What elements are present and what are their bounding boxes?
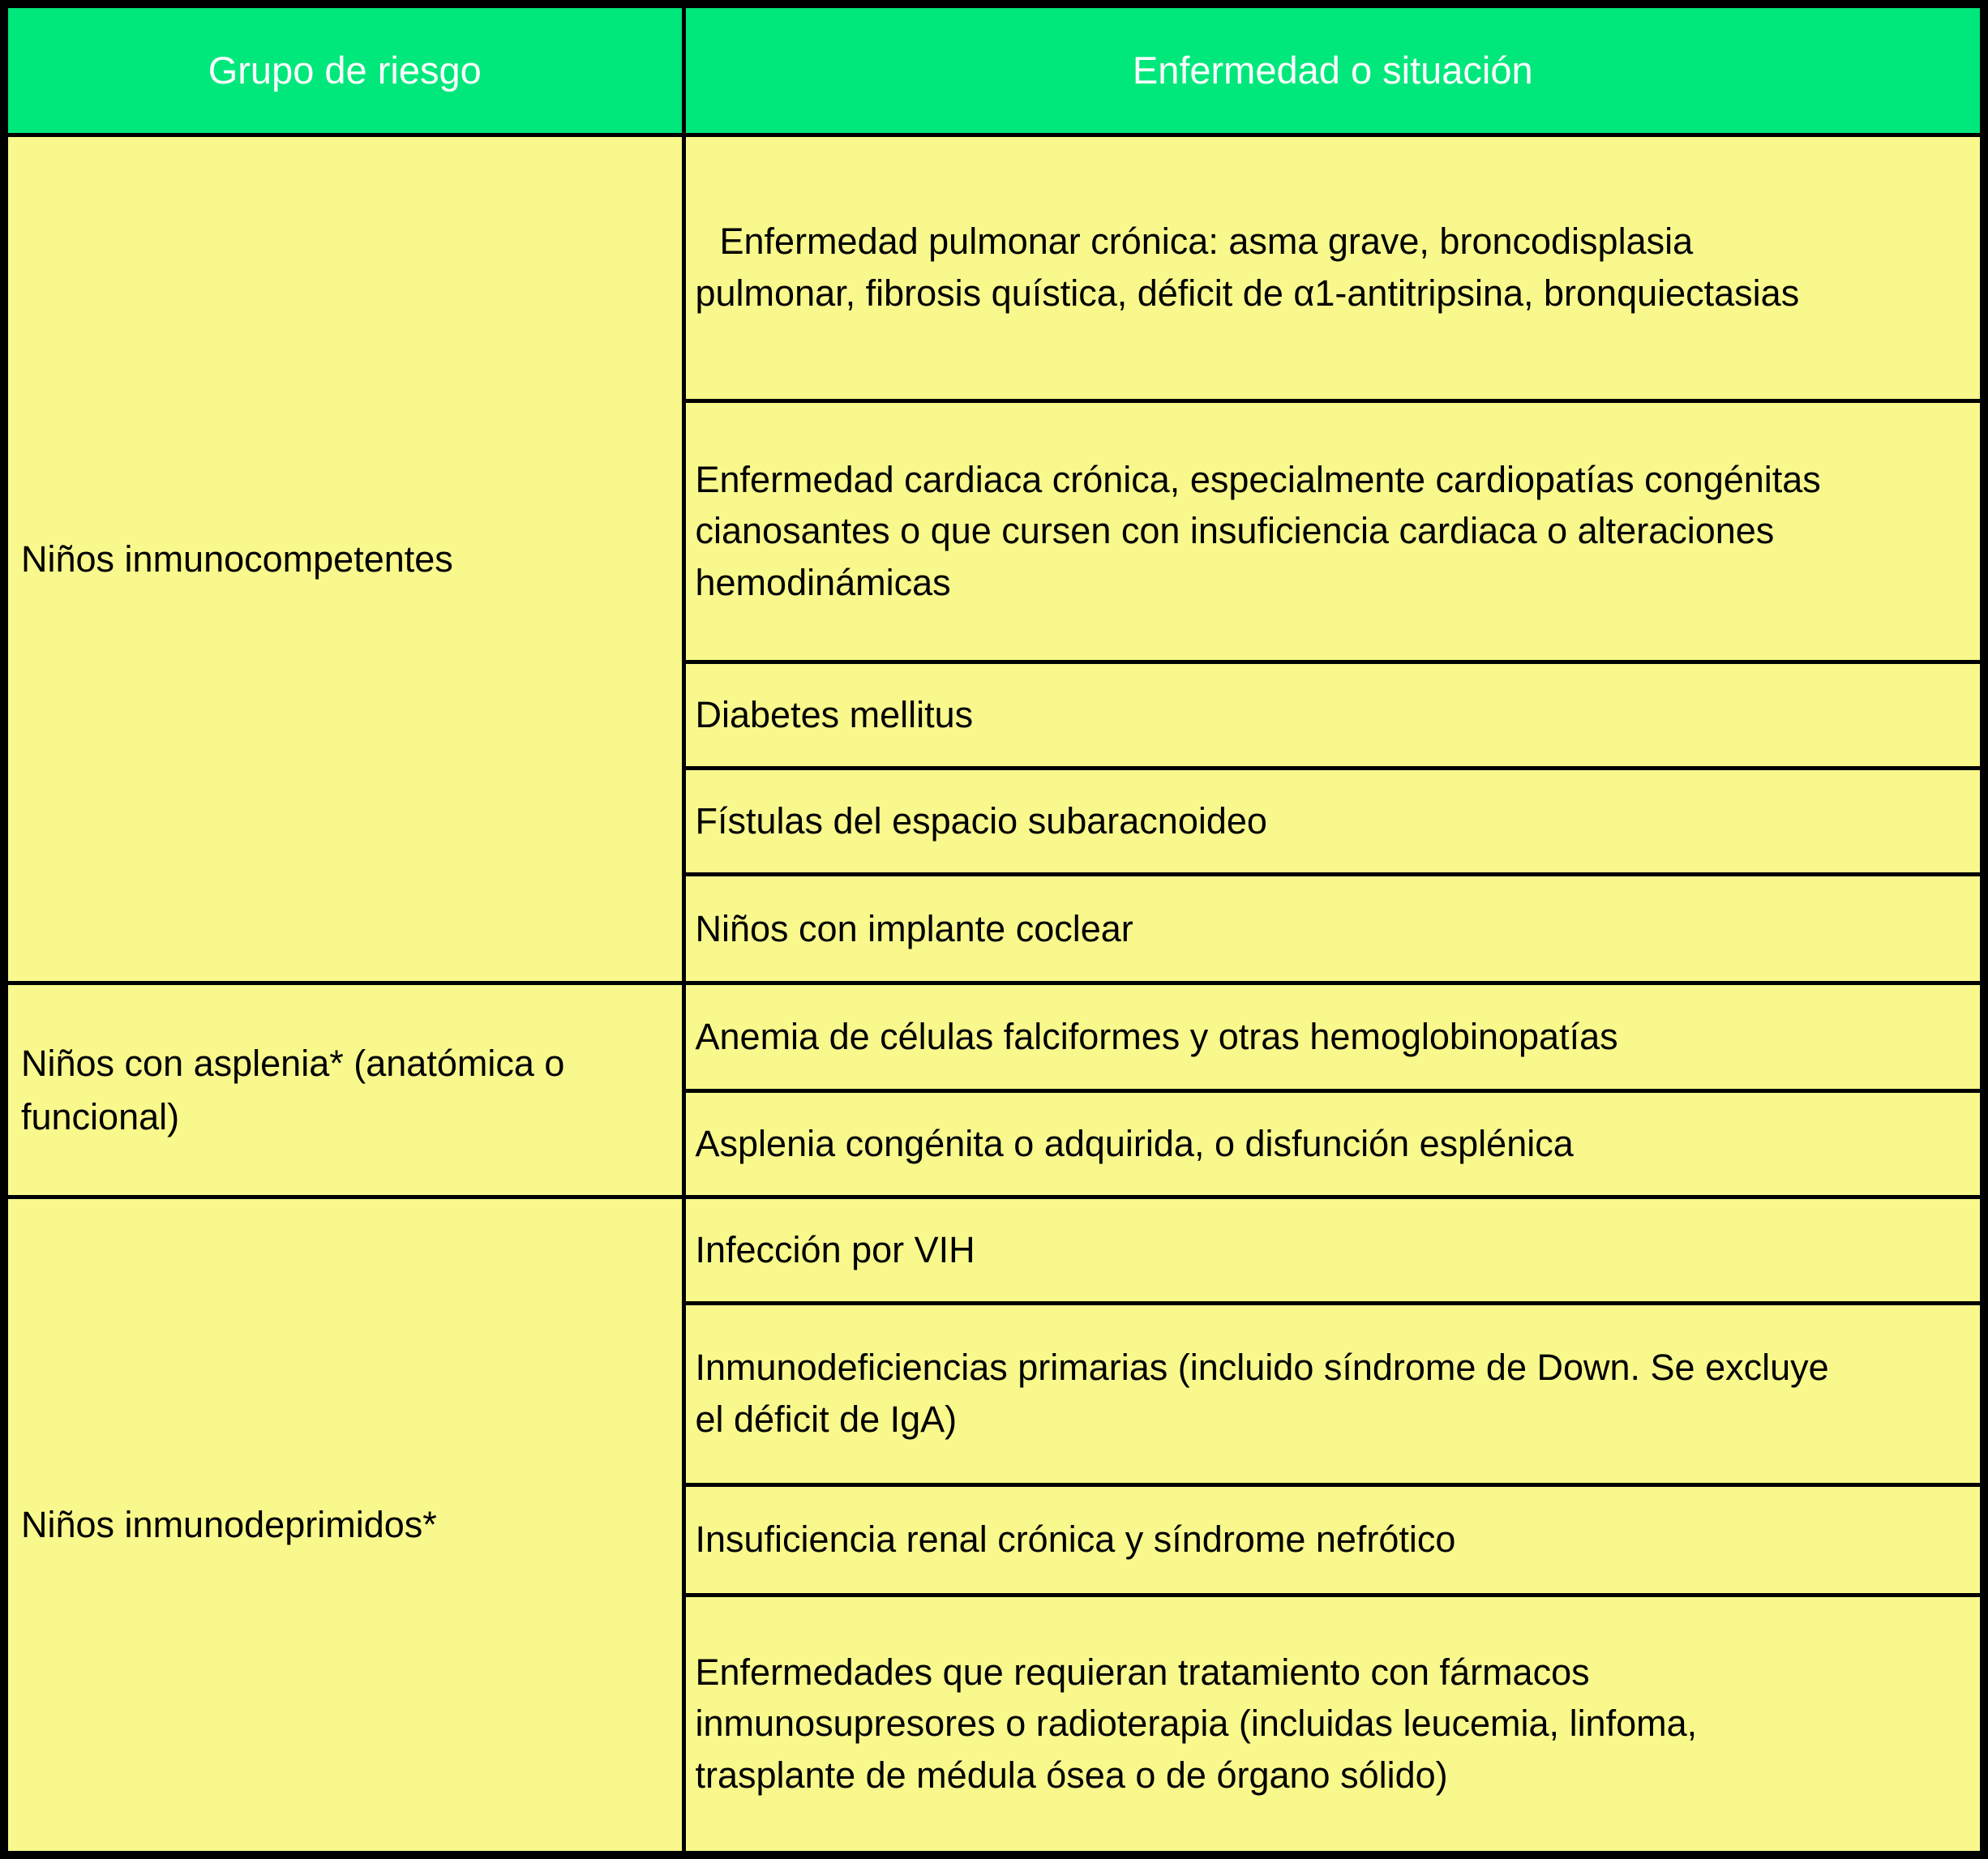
column-header-enfermedad-o-situacion: Enfermedad o situación xyxy=(683,4,1984,135)
disease-cell-cardiaca-cronica: Enfermedad cardiaca crónica, especialmente cardiopatías congénitas cianosantes o que cursen con insuficiencia cardiaca o alteraciones hemodinámicas xyxy=(683,400,1984,662)
header-row xyxy=(4,4,1984,135)
group-cell-ninos-con-asplenia: Niños con asplenia* (anatómica o funcional) xyxy=(4,983,683,1197)
group-cell-ninos-inmunocompetentes: Niños inmunocompetentes xyxy=(4,135,683,983)
disease-cell-implante-coclear: Niños con implante coclear xyxy=(683,875,1984,983)
disease-cell-pulmonar-cronica: Enfermedad pulmonar crónica: asma grave, broncodisplasia pulmonar, fibrosis quística, déficit de α1-antitripsina, bronquiectasias xyxy=(683,135,1984,400)
disease-cell-tratamiento-inmunosupresor: Enfermedades que requieran tratamiento con fármacos inmunosupresores o radioterapia (incluidas leucemia, linfoma, trasplante de médula ósea o de órgano sólido) xyxy=(683,1595,1984,1855)
disease-cell-diabetes-mellitus: Diabetes mellitus xyxy=(683,662,1984,769)
disease-cell-insuficiencia-renal: Insuficiencia renal crónica y síndrome nefrótico xyxy=(683,1484,1984,1595)
group-cell-ninos-inmunodeprimidos: Niños inmunodeprimidos* xyxy=(4,1197,683,1855)
disease-cell-fistulas-subaracnoideo: Fístulas del espacio subaracnoideo xyxy=(683,769,1984,875)
table-row xyxy=(4,135,1984,400)
disease-cell-inmunodeficiencias-primarias: Inmunodeficiencias primarias (incluido síndrome de Down. Se excluye el déficit de IgA) xyxy=(683,1303,1984,1484)
disease-cell-infeccion-vih: Infección por VIH xyxy=(683,1197,1984,1303)
disease-cell-anemia-falciformes: Anemia de células falciformes y otras hemoglobinopatías xyxy=(683,983,1984,1090)
table-row xyxy=(4,983,1984,1090)
column-header-grupo-de-riesgo: Grupo de riesgo xyxy=(4,4,683,135)
table-row xyxy=(4,1197,1984,1303)
disease-cell-asplenia-congenita: Asplenia congénita o adquirida, o disfunción esplénica xyxy=(683,1090,1984,1197)
